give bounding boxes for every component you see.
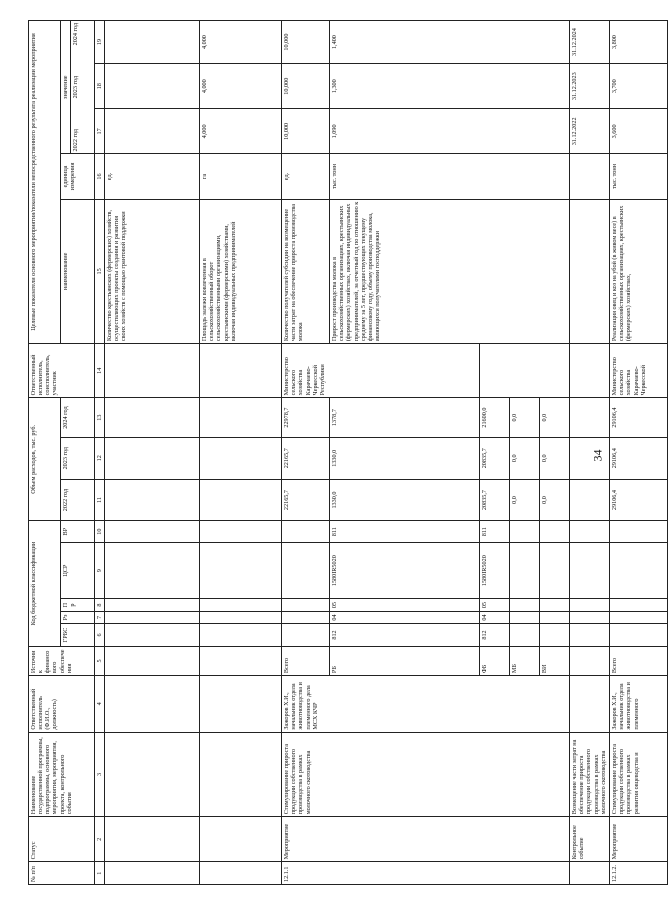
source-total: Всего xyxy=(610,646,668,675)
colnum: 15 xyxy=(95,199,105,344)
page-number: 34 xyxy=(590,449,605,462)
rz: 04 xyxy=(330,611,480,623)
colnum: 19 xyxy=(95,21,105,64)
indicator-value-2022: 1,090 xyxy=(330,109,570,154)
row-name: Стимулирование прироста продукции собственного производства в рамках развития овцеводства и xyxy=(610,732,668,817)
indicator-name: Площадь залежи вовлеченная в сельскохозяйственный оборот сельскохозяйственными организациями, крестьянскими (фермерскими) хозяйствами, включая индивидуальных предпринимателей xyxy=(200,199,282,344)
indicator-unit: тыс. тонн xyxy=(330,154,570,199)
row-number: 12.1.1 xyxy=(282,862,570,885)
indicator-row-2 xyxy=(200,21,282,885)
indicator-name: Реализация овец и коз на убой (в живом весе) в сельскохозяйственных организациях, крестьянских (фермерских) хозяйствах, xyxy=(610,199,668,344)
vr: 811 xyxy=(480,521,510,543)
total-2024: 22978,7 xyxy=(282,398,330,438)
indicator-value-2024: 4,000 xyxy=(200,21,282,64)
csr: 1580IR5020 xyxy=(330,542,480,598)
row-12-1-2 xyxy=(610,21,668,885)
column-numbers-row xyxy=(95,21,105,885)
h-num: № п/п xyxy=(29,862,95,885)
h-ind: Целевые показатели основного мероприятия/показатели непосредственного результата реализации мероприятия xyxy=(29,21,61,344)
h-vr: ВР xyxy=(61,521,95,543)
indicator-name: Количество получателей субсидии на возмещение части затрат на обеспечение прироста производства молока xyxy=(282,199,330,344)
row-executor: Министерство сельского хозяйства Карачаево-Черкесской Республики xyxy=(282,344,480,398)
total-2022: 22165,7 xyxy=(282,479,330,521)
h-grbs: ГРБС xyxy=(61,624,95,647)
indicator-value-2024: 1,400 xyxy=(330,21,570,64)
source-mb: МБ xyxy=(510,646,540,675)
colnum: 6 xyxy=(95,624,105,647)
h-y24: 2024 год xyxy=(61,398,95,438)
h-ind-name: наименование xyxy=(61,199,95,344)
indicator-value-2023: 3,700 xyxy=(610,64,668,109)
indicator-value-2022: 4,000 xyxy=(200,109,282,154)
h-val-years xyxy=(72,23,79,151)
row-responsible: Зажоров Х.И., начальник отдела животноводства и племенного xyxy=(610,676,668,732)
colnum: 9 xyxy=(95,542,105,598)
fb-2024: 21600,0 xyxy=(480,398,510,438)
row-status: Мероприятие xyxy=(282,817,570,862)
vi-2023: 0,0 xyxy=(540,437,570,479)
rotated-table-container xyxy=(28,20,647,885)
indicator-row-1 xyxy=(105,21,200,885)
indicator-unit: ед. xyxy=(282,154,330,199)
h-y22: 2022 год xyxy=(61,479,95,521)
indicator-value-2022: 3,600 xyxy=(610,109,668,154)
h-exec: Ответственный исполнитель, соисполнитель, участник xyxy=(29,344,95,398)
colnum: 1 xyxy=(95,862,105,885)
source-vi: ВИ xyxy=(540,646,570,675)
row-name: Стимулирование прироста продукции собственного производства в рамках молочного скотоводства xyxy=(282,732,570,817)
colnum: 11 xyxy=(95,479,105,521)
indicator-value-2023: 1,300 xyxy=(330,64,570,109)
colnum: 12 xyxy=(95,437,105,479)
h-v22: 2022 год xyxy=(72,129,80,152)
grbs: 812 xyxy=(480,624,510,647)
fb-2023: 20835,7 xyxy=(480,437,510,479)
indicator-unit: га xyxy=(200,154,282,199)
rb-2024: 1378,7 xyxy=(330,398,480,438)
rz: 04 xyxy=(480,611,510,623)
control-date-2023: 31.12.2023 xyxy=(570,64,610,109)
rb-2023: 1330,0 xyxy=(330,437,480,479)
h-rz: Рз xyxy=(61,611,95,623)
h-vol: Объем расходов, тыс. руб. xyxy=(29,398,61,521)
total-2023: 29106,4 xyxy=(610,437,668,479)
mb-2023: 0,0 xyxy=(510,437,540,479)
indicator-value-2023: 4,000 xyxy=(200,64,282,109)
csr: 1580IR5020 xyxy=(480,542,510,598)
program-table xyxy=(28,20,668,885)
row-responsible: Зажоров Х.И., начальник отдела животноводства и племенного дела МСХ КЧР xyxy=(282,676,570,732)
vi-2024: 0,0 xyxy=(540,398,570,438)
h-src: Источник финансового обеспечения xyxy=(29,646,95,675)
h-pr: Пр xyxy=(61,599,95,611)
colnum: 14 xyxy=(95,344,105,398)
indicator-unit: ед. xyxy=(105,154,200,199)
control-event-name: Возмещение части затрат на обеспечение прироста продукции собственного производства в рамках молочного скотоводства xyxy=(570,732,610,817)
indicator-name: Количество крестьянских (фермерских) хозяйств, осуществляющих проекты создания и развития своих хозяйств с помощью грантовой поддержки xyxy=(105,199,200,344)
rb-2022: 1330,0 xyxy=(330,479,480,521)
colnum: 3 xyxy=(95,732,105,817)
colnum: 13 xyxy=(95,398,105,438)
indicator-value-2024: 3,800 xyxy=(610,21,668,64)
row-status: Мероприятие xyxy=(610,817,668,862)
vi-2022: 0,0 xyxy=(540,479,570,521)
source-fb: ФБ xyxy=(480,646,510,675)
total-2022: 29106,4 xyxy=(610,479,668,521)
h-status: Статус xyxy=(29,817,95,862)
colnum: 2 xyxy=(95,817,105,862)
row-executor: Министерство сельского хозяйства Карачаево-Черкесской xyxy=(610,344,668,398)
h-v23: 2023 год xyxy=(72,76,80,99)
indicator-unit: тыс. тонн xyxy=(610,154,668,199)
header-row-1 xyxy=(29,21,61,885)
grbs: 812 xyxy=(330,624,480,647)
colnum: 7 xyxy=(95,611,105,623)
colnum: 17 xyxy=(95,109,105,154)
h-unit: единица измерения xyxy=(61,154,95,199)
mb-2024: 0,0 xyxy=(510,398,540,438)
h-csr: ЦСР xyxy=(61,542,95,598)
source-rb: РБ xyxy=(330,646,480,675)
h-resp: Ответственный исполнитель (Ф.И.О., должность) xyxy=(29,676,95,732)
colnum: 16 xyxy=(95,154,105,199)
h-kbk: Код бюджетной классификации xyxy=(29,521,61,646)
row-12-1-1-total xyxy=(282,21,330,885)
indicator-value-2024: 10,000 xyxy=(282,21,330,64)
h-name: Наименование государственной программы, подпрограммы, основного мероприятия, мероприятия, проекта, контрольного события xyxy=(29,732,95,817)
h-v24: 2024 год xyxy=(72,23,80,46)
indicator-value-2023: 10,000 xyxy=(282,64,330,109)
source-total: Всего xyxy=(282,646,330,675)
total-2024: 29106,4 xyxy=(610,398,668,438)
pr: 05 xyxy=(480,599,510,611)
total-2023: 22165,7 xyxy=(282,437,330,479)
mb-2022: 0,0 xyxy=(510,479,540,521)
indicator-value-2022: 10,000 xyxy=(282,109,330,154)
control-event-status: Контрольное событие xyxy=(570,817,610,862)
h-val-group xyxy=(61,21,95,154)
indicator-name: Прирост производства молока в сельскохозяйственных организациях, крестьянских (фермерских) хозяйствах, включая индивидуальных предпринимателей, за отчетный год по отношению к среднему за 5 лет, предшествующих текущему финансовому году, объему производства молока, являющихся получателями господдержки xyxy=(330,199,570,344)
control-date-2024: 31.12.2024 xyxy=(570,21,610,64)
colnum: 4 xyxy=(95,676,105,732)
fb-2022: 20835,7 xyxy=(480,479,510,521)
pr: 05 xyxy=(330,599,480,611)
vr: 811 xyxy=(330,521,480,543)
colnum: 10 xyxy=(95,521,105,543)
h-y23: 2023 год xyxy=(61,437,95,479)
row-number: 12.1.2. xyxy=(610,862,668,885)
colnum: 18 xyxy=(95,64,105,109)
control-date-2022: 31.12.2022 xyxy=(570,109,610,154)
colnum: 5 xyxy=(95,646,105,675)
colnum: 8 xyxy=(95,599,105,611)
h-val: значение xyxy=(62,21,71,153)
